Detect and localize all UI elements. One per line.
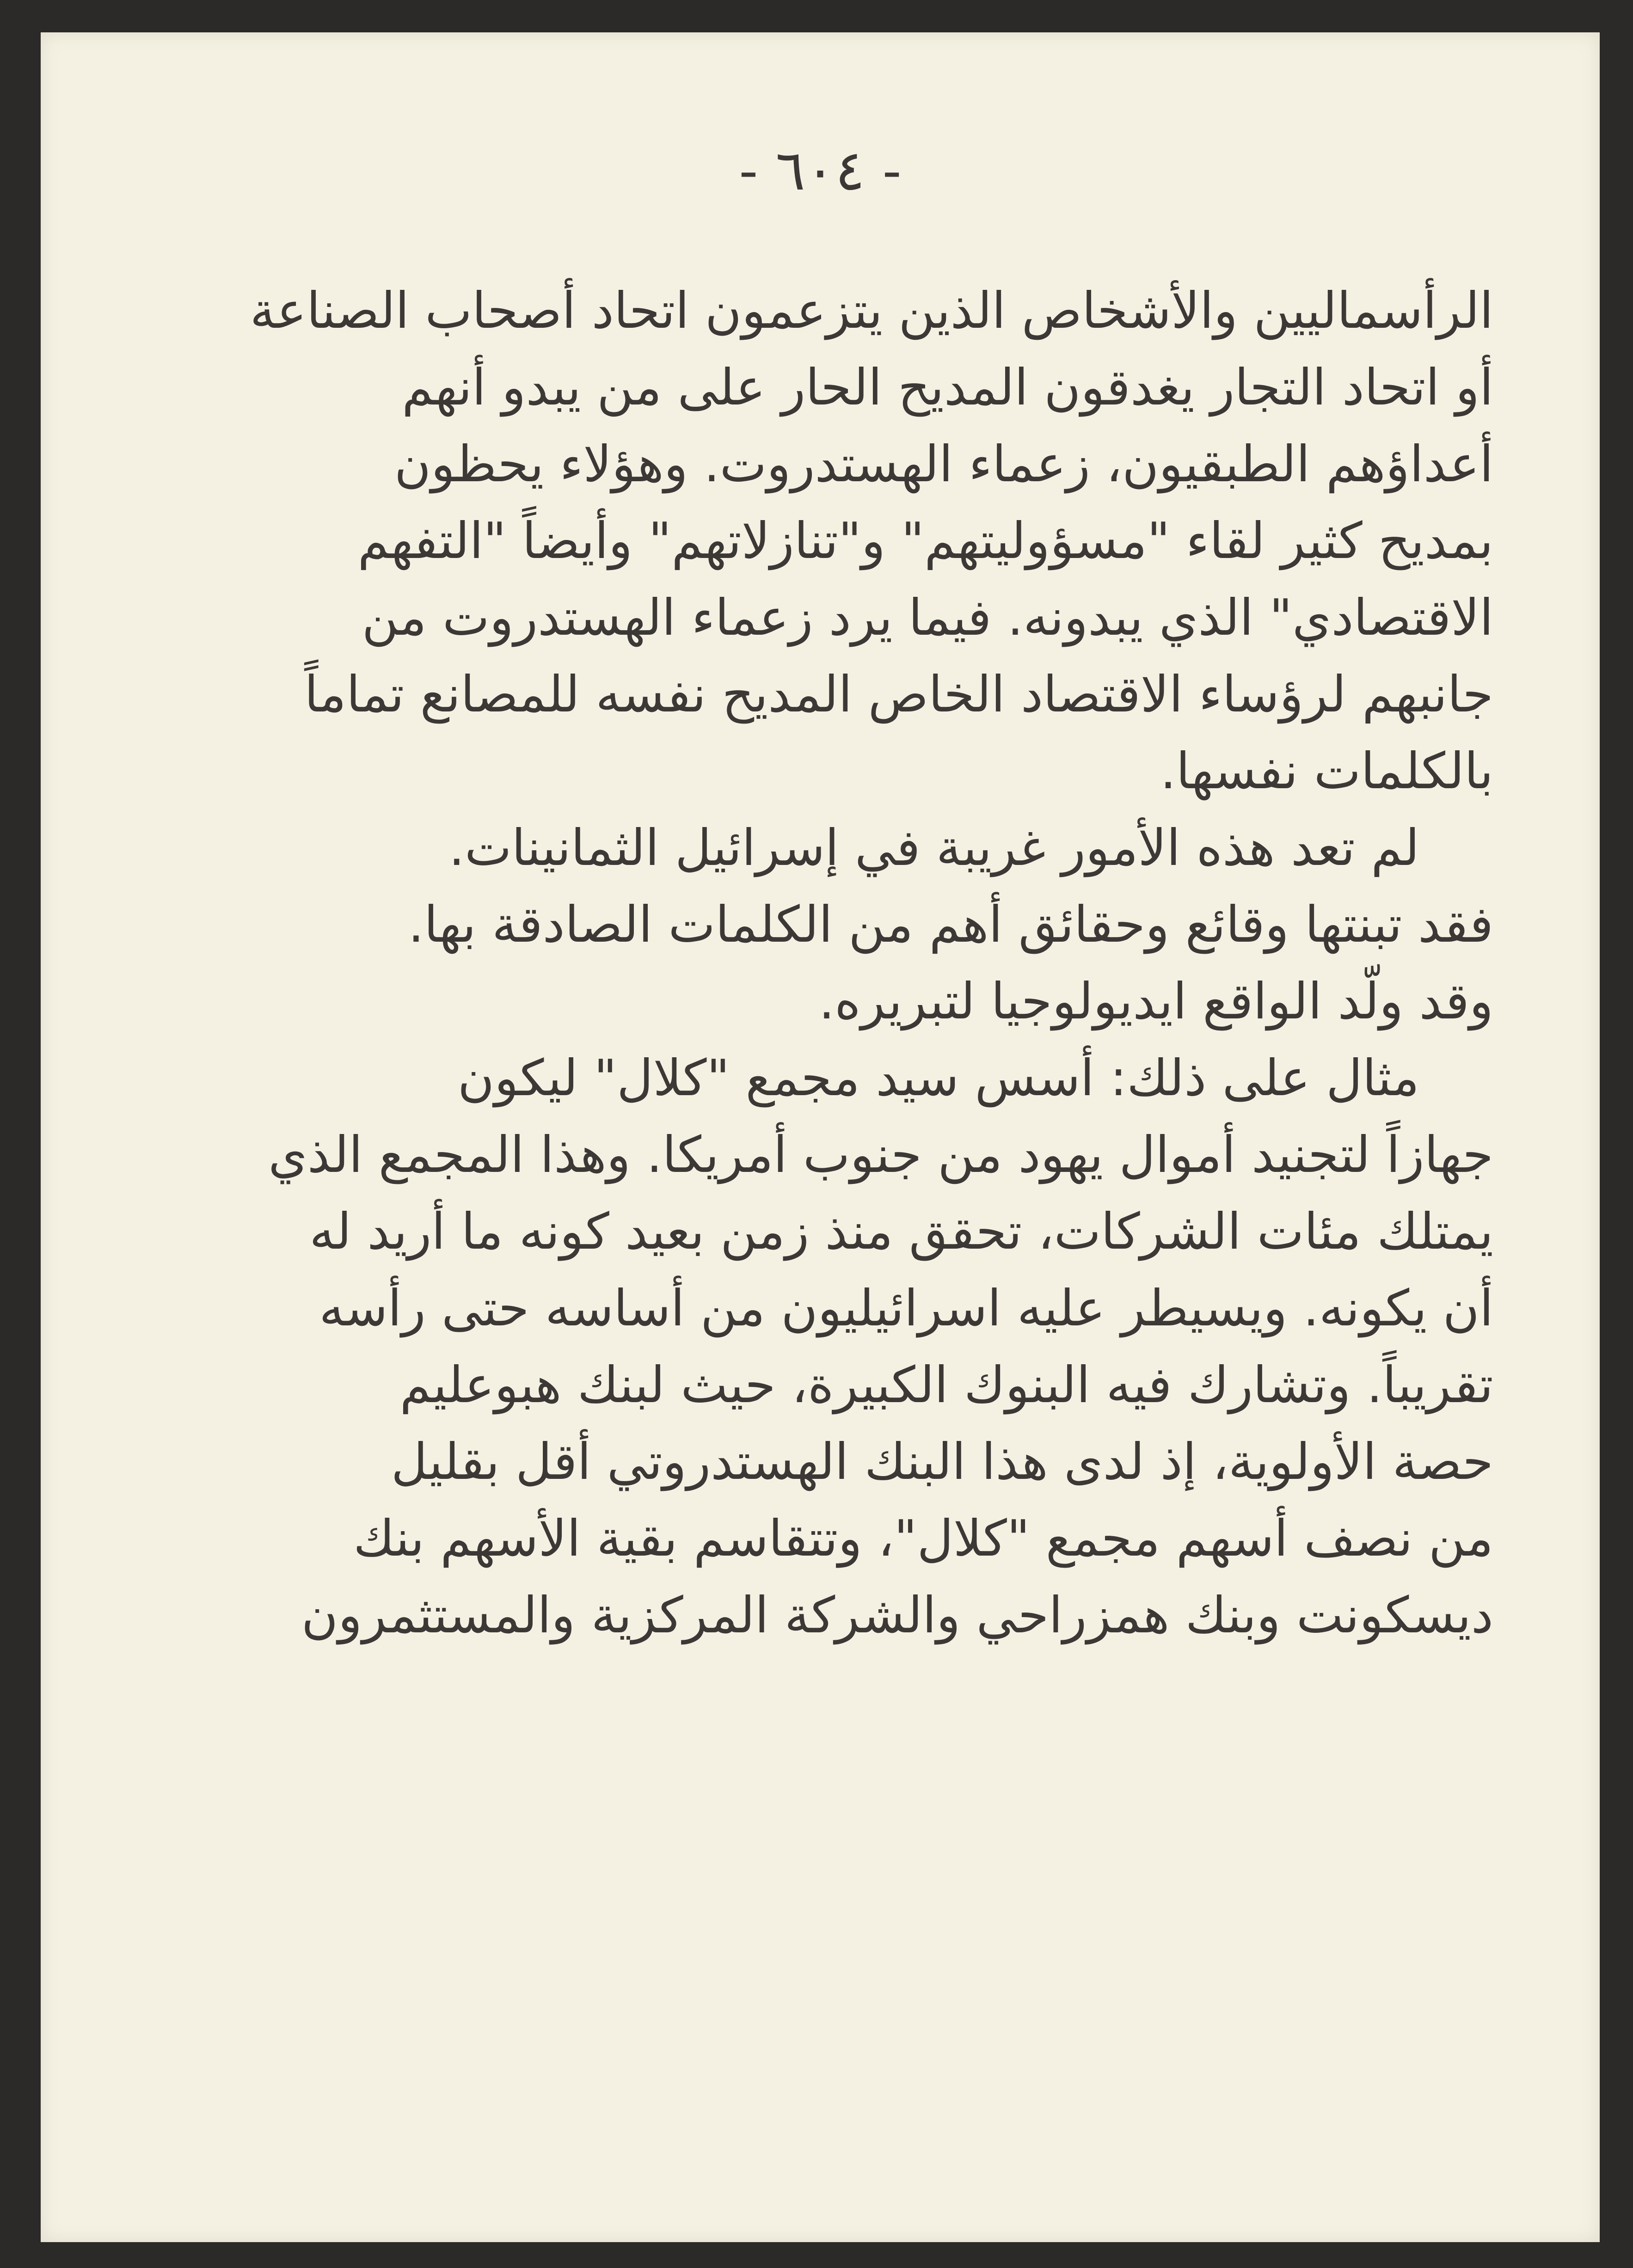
page-number: - ٦٠٤ - [739, 139, 902, 203]
paragraph-start-line: مثال على ذلك: أسس سيد مجمع "كلال" ليكون [457, 1049, 1419, 1107]
text-line: يمتلك مئات الشركات، تحقق منذ زمن بعيد كونه ما أريد له [309, 1203, 1493, 1261]
text-line: جانبهم لرؤساء الاقتصاد الخاص المديح نفسه للمصانع تماماً [304, 666, 1493, 723]
text-line: الاقتصادي" الذي يبدونه. فيما يرد زعماء الهستدروت من [362, 589, 1493, 647]
text-line: حصة الأولوية، إذ لدى هذا البنك الهستدروتي أقل بقليل [391, 1433, 1493, 1491]
text-line: أعداؤهم الطبقيون، زعماء الهستدروت. وهؤلاء يحظون [394, 435, 1493, 493]
handwritten-body [161, 273, 1493, 1654]
text-line: أو اتحاد التجار يغدقون المديح الحار على من يبدو أنهم [402, 359, 1493, 417]
document-page [41, 32, 1600, 2242]
text-line: من نصف أسهم مجمع "كلال"، وتتقاسم بقية الأسهم بنك [353, 1510, 1493, 1568]
text-line: جهازاً لتجنيد أموال يهود من جنوب أمريكا. وهذا المجمع الذي [268, 1126, 1493, 1184]
text-line: ديسكونت وبنك همزراحي والشركة المركزية والمستثمرون [301, 1587, 1493, 1644]
paragraph-start-line: لم تعد هذه الأمور غريبة في إسرائيل الثمانينات. [448, 819, 1419, 877]
text-line: تقريباً. وتشارك فيه البنوك الكبيرة، حيث لبنك هبوعليم [399, 1356, 1493, 1414]
text-line: بمديح كثير لقاء "مسؤوليتهم" و"تنازلاتهم" وأيضاً "التفهم [357, 512, 1493, 570]
text-line: أن يكونه. ويسيطر عليه اسرائيليون من أساسه حتى رأسه [319, 1280, 1493, 1337]
text-line: وقد ولّد الواقع ايديولوجيا لتبريره. [818, 973, 1493, 1030]
text-line: الرأسماليين والأشخاص الذين يتزعمون اتحاد أصحاب الصناعة [250, 282, 1493, 340]
text-line: بالكلمات نفسها. [1160, 742, 1493, 800]
text-line: فقد تبنتها وقائع وحقائق أهم من الكلمات الصادقة بها. [408, 896, 1493, 954]
